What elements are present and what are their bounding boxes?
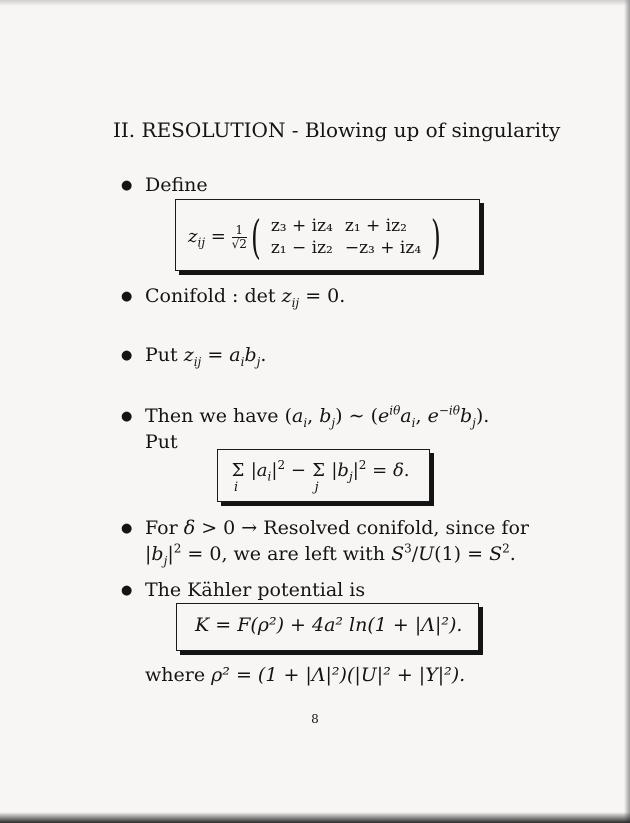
matrix-cell-22: −z₃ + iz₄ [344,238,422,258]
define-label: Define [145,174,208,196]
one-over-sqrt2: $\frac{1}{√2}$ [231,222,247,251]
put-label: Put [145,344,178,366]
matrix-cell-21: z₁ − iz₂ [270,238,333,258]
scan-shadow-bottom [0,812,630,823]
scan-shadow-right [624,0,630,823]
matrix-cell-11: z₃ + iz₄ [270,216,333,236]
kahler-label: The Kähler potential is [145,579,366,601]
for-label: For [145,517,178,539]
zij-matrix [265,215,427,259]
kahler-potential-box [176,603,479,651]
bullet-then: ● Then we have ($a_i$, $b_j$) ∼ ($e^{i\theta}a_i$, $e^{-i\theta}b_j$). [121,403,490,430]
then-label: Then we have [145,405,279,427]
bullet-dot-icon: ● [121,409,133,424]
bullet-for-delta: ● For δ > 0 → Resolved conifold, since for [121,517,529,539]
matrix-cell-12: z₁ + iz₂ [344,216,407,236]
bullet-dot-icon: ● [121,521,133,536]
scan-shadow-top [0,0,630,6]
left-with-text: = 0, we are left with [187,543,386,565]
bullet-conifold: ● Conifold : $\det z_{ij} = 0$. [121,285,346,310]
left-with-line: $|b_j|^2 = 0$, we are left with $S^3/U(1) = S^2$. [145,541,516,568]
zij-definition-equation: $z_{ij}$ = $\frac{1}{√2}$ ( z₃ + iz₄ z₁ + iz₂ z₁ − iz₂ −z₃ + iz₄ ) [188,210,442,264]
kahler-equation: K = F(ρ²) + 4a² ln(1 + |Λ|²). [195,614,463,636]
section-title: II. RESOLUTION - Blowing up of singularity [113,118,561,142]
rho-equation: ρ² = (1 + |Λ|²)(|U|² + |Y|²). [211,664,466,686]
page-number: 8 [311,712,319,726]
matrix-definition-box [175,199,480,271]
where-line [145,664,465,686]
moment-map-box [217,449,430,502]
conifold-equation-rhs: = 0. [305,285,346,307]
bullet-dot-icon: ● [121,289,133,304]
bullet-define [121,174,208,196]
put2-label: Put [145,431,178,453]
bullet-dot-icon: ● [121,583,133,598]
bullet-kahler [121,579,365,601]
conifold-label: Conifold : det [145,285,276,307]
bullet-dot-icon: ● [121,178,133,193]
where-label: where [145,664,206,686]
resolved-text: 0 → Resolved conifold, since for [223,517,529,539]
bullet-put: ● Put $z_{ij} = a_ib_j$. [121,344,267,369]
bullet-dot-icon: ● [121,348,133,363]
moment-map-equation: Σ i $|a_i|^2 - \Sigma$ j $|b_j|^2 = \delta$. [231,458,410,495]
